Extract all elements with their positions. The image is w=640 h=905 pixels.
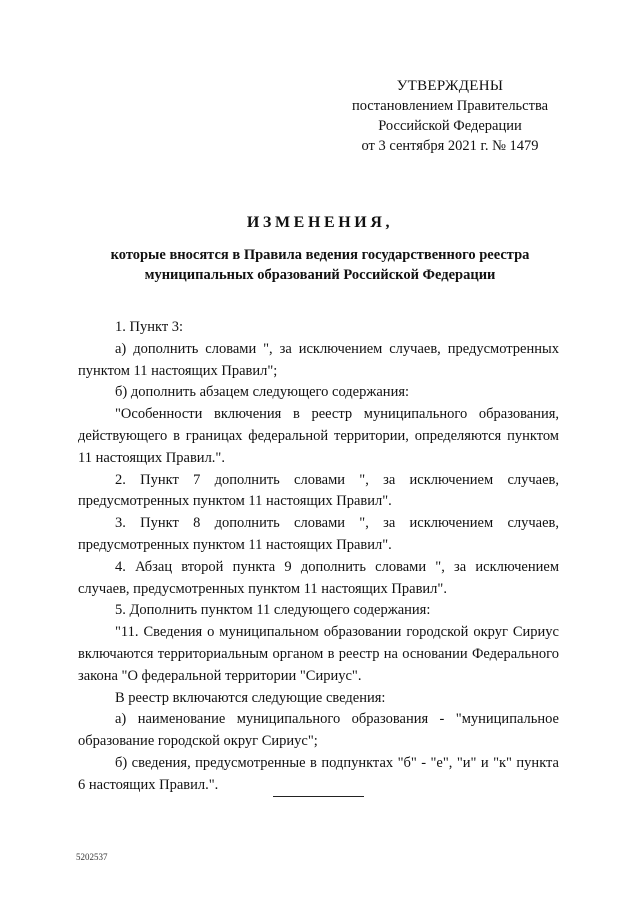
approval-block	[330, 76, 570, 156]
subtitle-line-2: муниципальных образований Российской Федерации	[144, 267, 496, 283]
approval-line-resolution: постановлением Правительства	[351, 98, 549, 114]
paragraph: "11. Сведения о муниципальном образовании городской округ Сириус включаются территориальным органом в реестр на основании Федерального закона "О федеральной территории "Сириус".	[78, 624, 559, 684]
paragraph: а) дополнить словами ", за исключением случаев, предусмотренных пунктом 11 настоящих Правил";	[78, 340, 559, 379]
paragraph: 5. Дополнить пунктом 11 следующего содержания:	[115, 602, 431, 619]
document-subtitle	[80, 245, 560, 285]
paragraph: 1. Пункт 3:	[115, 319, 184, 335]
document-title: ИЗМЕНЕНИЯ,	[246, 214, 394, 231]
paragraph: б) сведения, предусмотренные в подпунктах "б" - "е", "и" и "к" пункта 6 настоящих Правил.".	[78, 754, 559, 793]
document-code: 5202537	[76, 852, 108, 862]
document-body	[78, 317, 559, 797]
approval-heading: УТВЕРЖДЕНЫ	[396, 78, 504, 94]
approval-line-date-number: от 3 сентября 2021 г. № 1479	[361, 138, 539, 154]
end-separator-line	[273, 796, 364, 797]
paragraph: "Особенности включения в реестр муниципального образования, действующего в границах федеральной территории, определяются пунктом 11 настоящих Правил.".	[78, 406, 559, 466]
paragraph: 3. Пункт 8 дополнить словами ", за исключением случаев, предусмотренных пунктом 11 настоящих Правил".	[78, 515, 559, 553]
approval-line-country: Российской Федерации	[378, 118, 522, 134]
paragraph: 2. Пункт 7 дополнить словами ", за исключением случаев, предусмотренных пунктом 11 настоящих Правил".	[78, 471, 559, 510]
paragraph: а) наименование муниципального образования - "муниципальное образование городской округ Сириус";	[78, 711, 559, 750]
paragraph: 4. Абзац второй пункта 9 дополнить словами ", за исключением случаев, предусмотренных пунктом 11 настоящих Правил".	[78, 558, 559, 597]
subtitle-line-1: которые вносятся в Правила ведения государственного реестра	[110, 247, 530, 263]
paragraph: б) дополнить абзацем следующего содержания:	[115, 384, 410, 401]
paragraph: В реестр включаются следующие сведения:	[115, 689, 386, 706]
